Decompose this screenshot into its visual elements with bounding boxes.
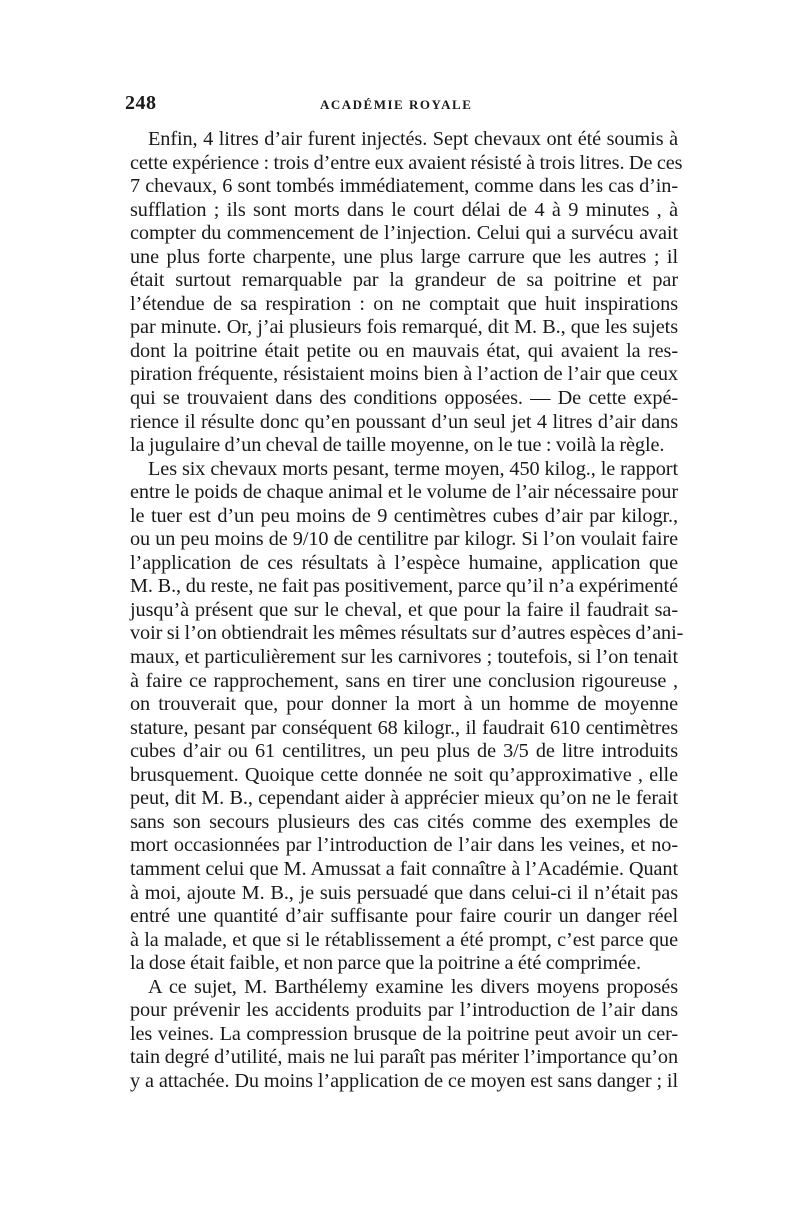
text-line: Les six chevaux morts pesant, terme moyen, 450 kilog., le rapport: [148, 457, 678, 480]
text-line: cette expérience : trois d’entre eux avaient résisté à trois litres. De ces: [130, 151, 683, 174]
text-line: ou un peu moins de 9/10 de centilitre par kilogr. Si l’on voulait faire: [130, 528, 678, 551]
text-line: peut, dit M. B., cependant aider à apprécier mieux qu’on ne le ferait: [130, 787, 678, 810]
page-header: [125, 92, 680, 122]
text-line: pour prévenir les accidents produits par l’introduction de l’air dans: [130, 999, 678, 1022]
text-line: y a attachée. Du moins l’application de ce moyen est sans danger ; il: [130, 1069, 678, 1092]
page-number: 248: [125, 92, 157, 114]
text-line: à faire ce rapprochement, sans en tirer une conclusion rigoureuse ,: [130, 669, 678, 692]
text-line: les veines. La compression brusque de la poitrine peut avoir un cer-: [130, 1022, 678, 1045]
text-line: sans son secours plusieurs des cas cités comme des exemples de: [130, 810, 678, 833]
text-line: la dose était faible, et non parce que la poitrine a été comprimée.: [130, 952, 641, 975]
text-line: qui se trouvaient dans des conditions opposées. — De cette expé-: [130, 387, 678, 410]
text-line: tamment celui que M. Amussat a fait connaître à l’Académie. Quant: [130, 857, 678, 880]
text-line: maux, et particulièrement sur les carnivores ; toutefois, si l’on tenait: [130, 646, 678, 669]
text-line: était surtout remarquable par la grandeur de sa poitrine et par: [130, 269, 678, 292]
text-line: jusqu’à présent que sur le cheval, et que pour la faire il faudrait sa-: [130, 598, 678, 621]
text-line: cubes d’air ou 61 centilitres, un peu plus de 3/5 de litre introduits: [130, 740, 678, 763]
text-line: piration fréquente, résistaient moins bien à l’action de l’air que ceux: [130, 363, 678, 386]
text-line: brusquement. Quoique cette donnée ne soit qu’approximative , elle: [130, 763, 678, 786]
text-line: une plus forte charpente, une plus large carrure que les autres ; il: [130, 245, 678, 268]
running-head: ACADÉMIE ROYALE: [320, 97, 473, 112]
text-line: compter du commencement de l’injection. Celui qui a survécu avait: [130, 222, 678, 245]
text-line: entré une quantité d’air suffisante pour faire courir un danger réel: [130, 905, 678, 928]
text-line: Enfin, 4 litres d’air furent injectés. Sept chevaux ont été soumis à: [148, 128, 678, 150]
text-line: on trouverait que, pour donner la mort à un homme de moyenne: [130, 693, 678, 716]
text-line: la jugulaire d’un cheval de taille moyenne, on le tue : voilà la règle.: [130, 434, 665, 457]
body-text: [130, 128, 684, 1093]
text-line: sufflation ; ils sont morts dans le court délai de 4 à 9 minutes , à: [130, 198, 678, 221]
text-line: le tuer est d’un peu moins de 9 centimètres cubes d’air par kilogr.,: [130, 504, 678, 527]
text-line: M. B., du reste, ne fait pas positivement, parce qu’il n’a expérimenté: [130, 575, 678, 598]
text-line: à la malade, et que si le rétablissement a été prompt, c’est parce que: [130, 928, 678, 951]
text-line: dont la poitrine était petite ou en mauvais état, qui avaient la res-: [130, 339, 678, 362]
text-line: stature, pesant par conséquent 68 kilogr., il faudrait 610 centimètres: [130, 716, 678, 739]
text-line: tain degré d’utilité, mais ne lui paraît pas mériter l’importance qu’on: [130, 1046, 678, 1069]
text-line: A ce sujet, M. Barthélemy examine les divers moyens proposés: [148, 975, 678, 998]
text-line: rience il résulte donc qu’en poussant d’un seul jet 4 litres d’air dans: [130, 410, 678, 433]
text-line: par minute. Or, j’ai plusieurs fois remarqué, dit M. B., que les sujets: [130, 316, 678, 339]
text-line: l’application de ces résultats à l’espèce humaine, application que: [130, 551, 678, 574]
text-line: entre le poids de chaque animal et le volume de l’air nécessaire pour: [130, 481, 678, 504]
text-line: à moi, ajoute M. B., je suis persuadé que dans celui-ci il n’était pas: [130, 881, 678, 904]
text-line: mort occasionnées par l’introduction de l’air dans les veines, et no-: [130, 834, 678, 857]
text-line: voir si l’on obtiendrait les mêmes résultats sur d’autres espèces d’ani-: [130, 622, 684, 645]
text-line: 7 chevaux, 6 sont tombés immédiatement, comme dans les cas d’in-: [130, 175, 678, 198]
text-line: l’étendue de sa respiration : on ne comptait que huit inspirations: [130, 292, 678, 315]
